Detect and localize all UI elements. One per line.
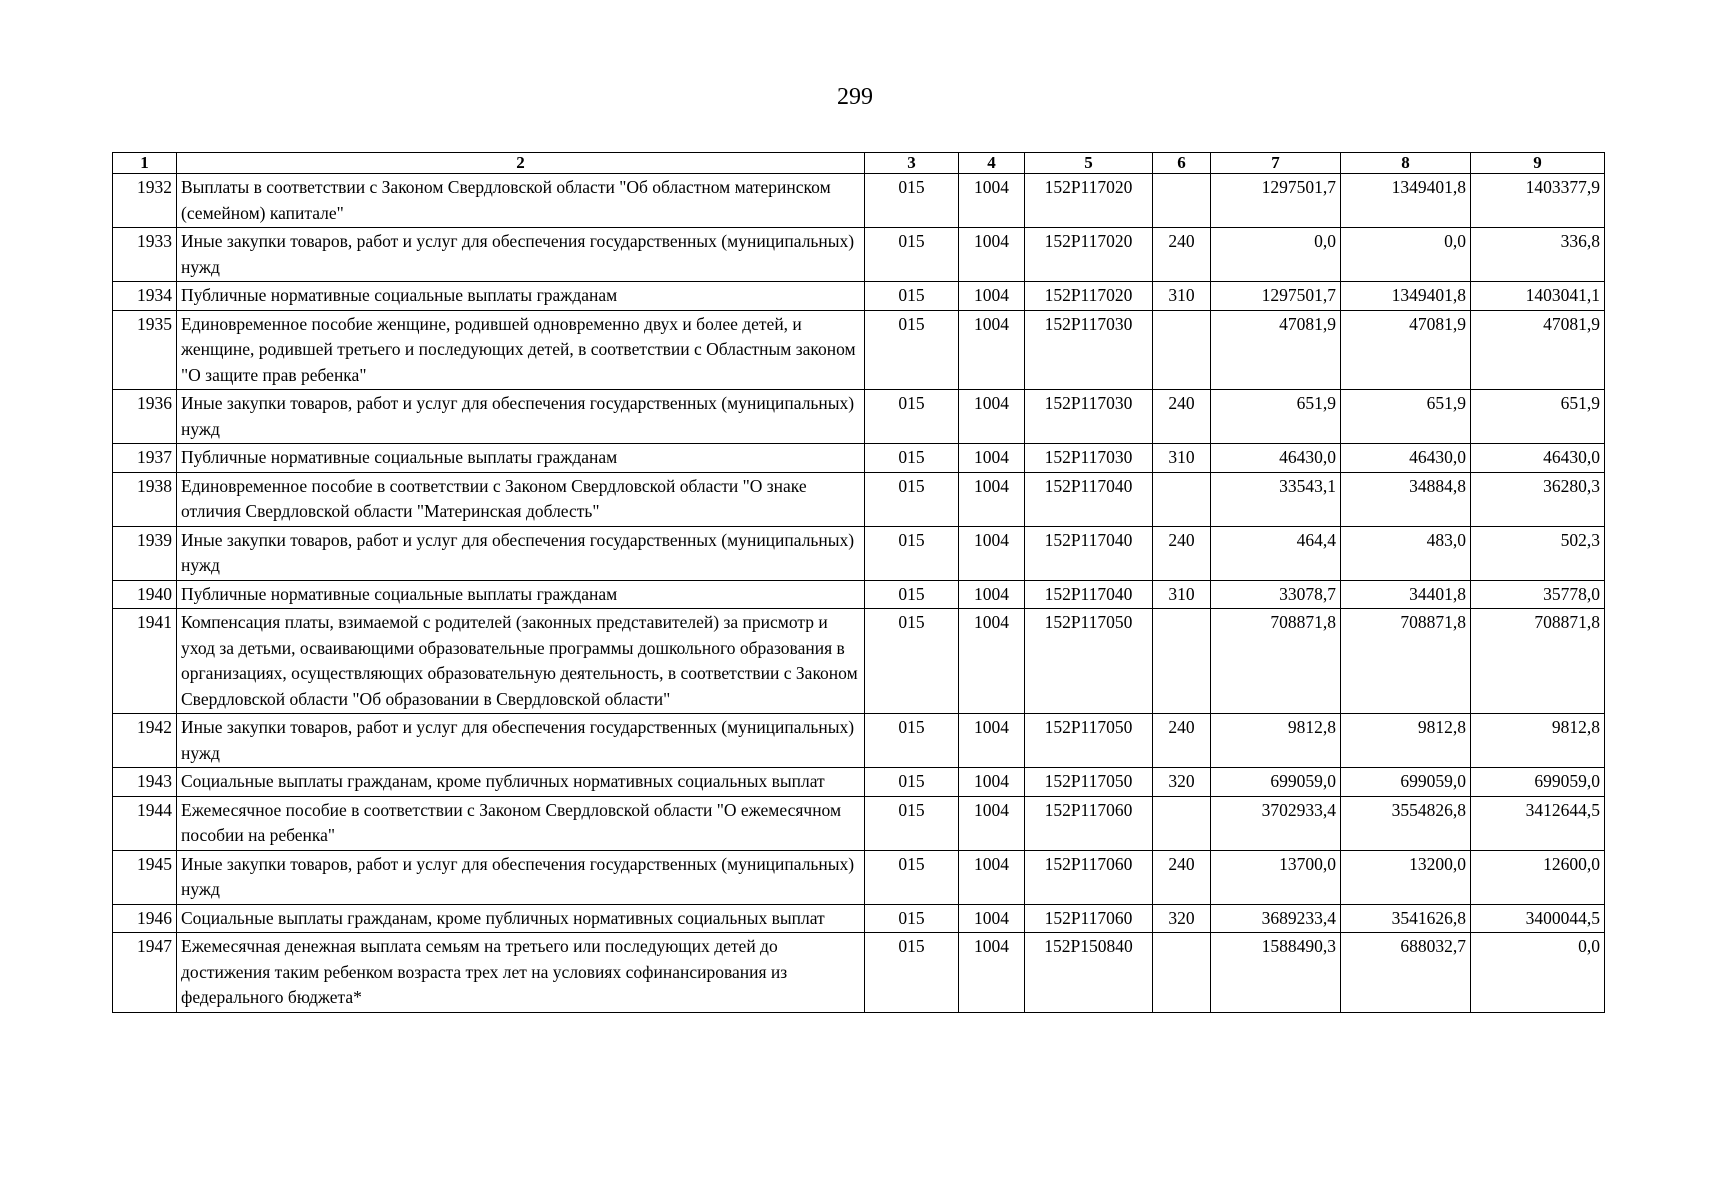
row-section-code-cell: 1004 [959, 444, 1025, 473]
row-ministry-code-cell: 015 [865, 933, 959, 1013]
row-ministry-code-cell: 015 [865, 904, 959, 933]
row-amount-year2-cell: 9812,8 [1341, 714, 1471, 768]
row-ministry-code-cell: 015 [865, 580, 959, 609]
row-ministry-code-cell: 015 [865, 768, 959, 797]
row-amount-year2-cell: 699059,0 [1341, 768, 1471, 797]
row-number-cell: 1947 [113, 933, 177, 1013]
row-amount-year2-cell: 13200,0 [1341, 850, 1471, 904]
row-amount-year1-cell: 9812,8 [1211, 714, 1341, 768]
row-target-code-cell: 152P117060 [1025, 904, 1153, 933]
row-expense-type-cell [1153, 609, 1211, 714]
row-amount-year2-cell: 688032,7 [1341, 933, 1471, 1013]
row-ministry-code-cell: 015 [865, 444, 959, 473]
row-target-code-cell: 152P117040 [1025, 580, 1153, 609]
table-row [113, 282, 1605, 311]
row-name-cell: Социальные выплаты гражданам, кроме публичных нормативных социальных выплат [177, 768, 865, 797]
row-amount-year2-cell: 3541626,8 [1341, 904, 1471, 933]
row-section-code-cell: 1004 [959, 609, 1025, 714]
row-expense-type-cell: 310 [1153, 580, 1211, 609]
row-expense-type-cell: 240 [1153, 850, 1211, 904]
row-amount-year1-cell: 699059,0 [1211, 768, 1341, 797]
row-section-code-cell: 1004 [959, 580, 1025, 609]
table-row [113, 228, 1605, 282]
table-row [113, 310, 1605, 390]
row-amount-year1-cell: 1588490,3 [1211, 933, 1341, 1013]
row-amount-year2-cell: 708871,8 [1341, 609, 1471, 714]
row-name-cell: Выплаты в соответствии с Законом Свердловской области "Об областном материнском (семейном) капитале" [177, 174, 865, 228]
row-number-cell: 1932 [113, 174, 177, 228]
row-name-cell: Иные закупки товаров, работ и услуг для обеспечения государственных (муниципальных) нужд [177, 526, 865, 580]
row-name-cell: Иные закупки товаров, работ и услуг для обеспечения государственных (муниципальных) нужд [177, 850, 865, 904]
row-section-code-cell: 1004 [959, 714, 1025, 768]
header-cell-8: 8 [1341, 153, 1471, 174]
row-amount-year3-cell: 9812,8 [1471, 714, 1605, 768]
table-row [113, 390, 1605, 444]
row-ministry-code-cell: 015 [865, 472, 959, 526]
table-row [113, 768, 1605, 797]
table-row [113, 580, 1605, 609]
row-target-code-cell: 152P117020 [1025, 282, 1153, 311]
row-expense-type-cell [1153, 933, 1211, 1013]
row-section-code-cell: 1004 [959, 390, 1025, 444]
row-name-cell: Единовременное пособие в соответствии с Законом Свердловской области "О знаке отличия Свердловской области "Материнская доблесть" [177, 472, 865, 526]
row-number-cell: 1946 [113, 904, 177, 933]
table-row [113, 796, 1605, 850]
row-target-code-cell: 152P117020 [1025, 174, 1153, 228]
row-amount-year1-cell: 3702933,4 [1211, 796, 1341, 850]
row-name-cell: Публичные нормативные социальные выплаты гражданам [177, 282, 865, 311]
table-row [113, 714, 1605, 768]
row-amount-year3-cell: 35778,0 [1471, 580, 1605, 609]
row-amount-year3-cell: 651,9 [1471, 390, 1605, 444]
row-amount-year1-cell: 1297501,7 [1211, 282, 1341, 311]
row-number-cell: 1934 [113, 282, 177, 311]
row-amount-year1-cell: 651,9 [1211, 390, 1341, 444]
row-amount-year2-cell: 46430,0 [1341, 444, 1471, 473]
row-amount-year1-cell: 13700,0 [1211, 850, 1341, 904]
row-ministry-code-cell: 015 [865, 796, 959, 850]
row-number-cell: 1937 [113, 444, 177, 473]
row-expense-type-cell [1153, 796, 1211, 850]
row-amount-year1-cell: 33543,1 [1211, 472, 1341, 526]
row-name-cell: Публичные нормативные социальные выплаты гражданам [177, 580, 865, 609]
row-target-code-cell: 152P117050 [1025, 714, 1153, 768]
row-expense-type-cell: 240 [1153, 228, 1211, 282]
row-expense-type-cell: 320 [1153, 904, 1211, 933]
row-target-code-cell: 152P117060 [1025, 850, 1153, 904]
row-number-cell: 1933 [113, 228, 177, 282]
row-amount-year2-cell: 0,0 [1341, 228, 1471, 282]
row-number-cell: 1940 [113, 580, 177, 609]
header-cell-9: 9 [1471, 153, 1605, 174]
row-amount-year2-cell: 1349401,8 [1341, 174, 1471, 228]
row-ministry-code-cell: 015 [865, 310, 959, 390]
row-amount-year2-cell: 651,9 [1341, 390, 1471, 444]
row-target-code-cell: 152P117030 [1025, 444, 1153, 473]
row-amount-year1-cell: 708871,8 [1211, 609, 1341, 714]
header-cell-3: 3 [865, 153, 959, 174]
row-name-cell: Единовременное пособие женщине, родившей одновременно двух и более детей, и женщине, родившей третьего и последующих детей, в соответствии с Областным законом "О защите прав ребенка" [177, 310, 865, 390]
table-row [113, 444, 1605, 473]
row-expense-type-cell [1153, 174, 1211, 228]
table-row [113, 904, 1605, 933]
row-amount-year2-cell: 34401,8 [1341, 580, 1471, 609]
row-name-cell: Публичные нормативные социальные выплаты гражданам [177, 444, 865, 473]
row-amount-year1-cell: 3689233,4 [1211, 904, 1341, 933]
row-amount-year3-cell: 12600,0 [1471, 850, 1605, 904]
row-amount-year3-cell: 3400044,5 [1471, 904, 1605, 933]
row-amount-year2-cell: 47081,9 [1341, 310, 1471, 390]
row-name-cell: Ежемесячная денежная выплата семьям на третьего или последующих детей до достижения таким ребенком возраста трех лет на условиях софинансирования из федерального бюджета* [177, 933, 865, 1013]
row-target-code-cell: 152P150840 [1025, 933, 1153, 1013]
row-amount-year3-cell: 47081,9 [1471, 310, 1605, 390]
row-amount-year2-cell: 1349401,8 [1341, 282, 1471, 311]
row-section-code-cell: 1004 [959, 850, 1025, 904]
row-amount-year3-cell: 336,8 [1471, 228, 1605, 282]
row-number-cell: 1941 [113, 609, 177, 714]
row-amount-year3-cell: 708871,8 [1471, 609, 1605, 714]
row-target-code-cell: 152P117040 [1025, 526, 1153, 580]
table-header-row [113, 153, 1605, 174]
row-name-cell: Иные закупки товаров, работ и услуг для обеспечения государственных (муниципальных) нужд [177, 228, 865, 282]
row-number-cell: 1938 [113, 472, 177, 526]
row-amount-year3-cell: 3412644,5 [1471, 796, 1605, 850]
row-amount-year1-cell: 1297501,7 [1211, 174, 1341, 228]
header-cell-5: 5 [1025, 153, 1153, 174]
row-section-code-cell: 1004 [959, 768, 1025, 797]
row-section-code-cell: 1004 [959, 282, 1025, 311]
row-section-code-cell: 1004 [959, 228, 1025, 282]
table-row [113, 850, 1605, 904]
row-amount-year3-cell: 36280,3 [1471, 472, 1605, 526]
row-name-cell: Компенсация платы, взимаемой с родителей (законных представителей) за присмотр и уход за детьми, осваивающими образовательные программы дошкольного образования в организациях, осуществляющих образовательную деятельность, в соответствии с Законом Свердловской области "Об образовании в Свердловской области" [177, 609, 865, 714]
row-section-code-cell: 1004 [959, 310, 1025, 390]
row-number-cell: 1943 [113, 768, 177, 797]
row-amount-year2-cell: 34884,8 [1341, 472, 1471, 526]
header-cell-6: 6 [1153, 153, 1211, 174]
row-expense-type-cell [1153, 310, 1211, 390]
header-cell-7: 7 [1211, 153, 1341, 174]
row-ministry-code-cell: 015 [865, 609, 959, 714]
row-amount-year3-cell: 1403377,9 [1471, 174, 1605, 228]
row-target-code-cell: 152P117050 [1025, 768, 1153, 797]
row-number-cell: 1939 [113, 526, 177, 580]
row-name-cell: Социальные выплаты гражданам, кроме публичных нормативных социальных выплат [177, 904, 865, 933]
row-target-code-cell: 152P117030 [1025, 390, 1153, 444]
row-ministry-code-cell: 015 [865, 228, 959, 282]
row-amount-year3-cell: 0,0 [1471, 933, 1605, 1013]
row-section-code-cell: 1004 [959, 796, 1025, 850]
row-section-code-cell: 1004 [959, 526, 1025, 580]
row-expense-type-cell: 240 [1153, 390, 1211, 444]
table-row [113, 174, 1605, 228]
row-amount-year1-cell: 464,4 [1211, 526, 1341, 580]
page-number: 299 [837, 84, 873, 110]
row-amount-year2-cell: 3554826,8 [1341, 796, 1471, 850]
row-number-cell: 1942 [113, 714, 177, 768]
budget-table [112, 152, 1605, 1013]
row-section-code-cell: 1004 [959, 174, 1025, 228]
row-expense-type-cell: 320 [1153, 768, 1211, 797]
row-expense-type-cell: 240 [1153, 714, 1211, 768]
row-name-cell: Иные закупки товаров, работ и услуг для обеспечения государственных (муниципальных) нужд [177, 714, 865, 768]
row-section-code-cell: 1004 [959, 472, 1025, 526]
row-target-code-cell: 152P117040 [1025, 472, 1153, 526]
row-number-cell: 1936 [113, 390, 177, 444]
row-target-code-cell: 152P117050 [1025, 609, 1153, 714]
table-row [113, 472, 1605, 526]
row-target-code-cell: 152P117060 [1025, 796, 1153, 850]
row-number-cell: 1944 [113, 796, 177, 850]
table-row [113, 609, 1605, 714]
row-number-cell: 1935 [113, 310, 177, 390]
row-ministry-code-cell: 015 [865, 174, 959, 228]
row-expense-type-cell: 310 [1153, 282, 1211, 311]
table-row [113, 526, 1605, 580]
header-cell-1: 1 [113, 153, 177, 174]
row-expense-type-cell: 310 [1153, 444, 1211, 473]
row-target-code-cell: 152P117030 [1025, 310, 1153, 390]
row-ministry-code-cell: 015 [865, 850, 959, 904]
row-ministry-code-cell: 015 [865, 282, 959, 311]
row-expense-type-cell: 240 [1153, 526, 1211, 580]
row-ministry-code-cell: 015 [865, 526, 959, 580]
table-row [113, 933, 1605, 1013]
row-amount-year1-cell: 47081,9 [1211, 310, 1341, 390]
row-target-code-cell: 152P117020 [1025, 228, 1153, 282]
row-amount-year3-cell: 1403041,1 [1471, 282, 1605, 311]
row-amount-year1-cell: 46430,0 [1211, 444, 1341, 473]
row-amount-year1-cell: 33078,7 [1211, 580, 1341, 609]
row-amount-year2-cell: 483,0 [1341, 526, 1471, 580]
row-ministry-code-cell: 015 [865, 390, 959, 444]
header-cell-2: 2 [177, 153, 865, 174]
row-amount-year3-cell: 46430,0 [1471, 444, 1605, 473]
row-name-cell: Иные закупки товаров, работ и услуг для обеспечения государственных (муниципальных) нужд [177, 390, 865, 444]
row-section-code-cell: 1004 [959, 904, 1025, 933]
row-amount-year3-cell: 699059,0 [1471, 768, 1605, 797]
row-name-cell: Ежемесячное пособие в соответствии с Законом Свердловской области "О ежемесячном пособии на ребенка" [177, 796, 865, 850]
row-section-code-cell: 1004 [959, 933, 1025, 1013]
table-body [113, 174, 1605, 1013]
row-number-cell: 1945 [113, 850, 177, 904]
header-cell-4: 4 [959, 153, 1025, 174]
row-amount-year3-cell: 502,3 [1471, 526, 1605, 580]
row-amount-year1-cell: 0,0 [1211, 228, 1341, 282]
row-ministry-code-cell: 015 [865, 714, 959, 768]
row-expense-type-cell [1153, 472, 1211, 526]
